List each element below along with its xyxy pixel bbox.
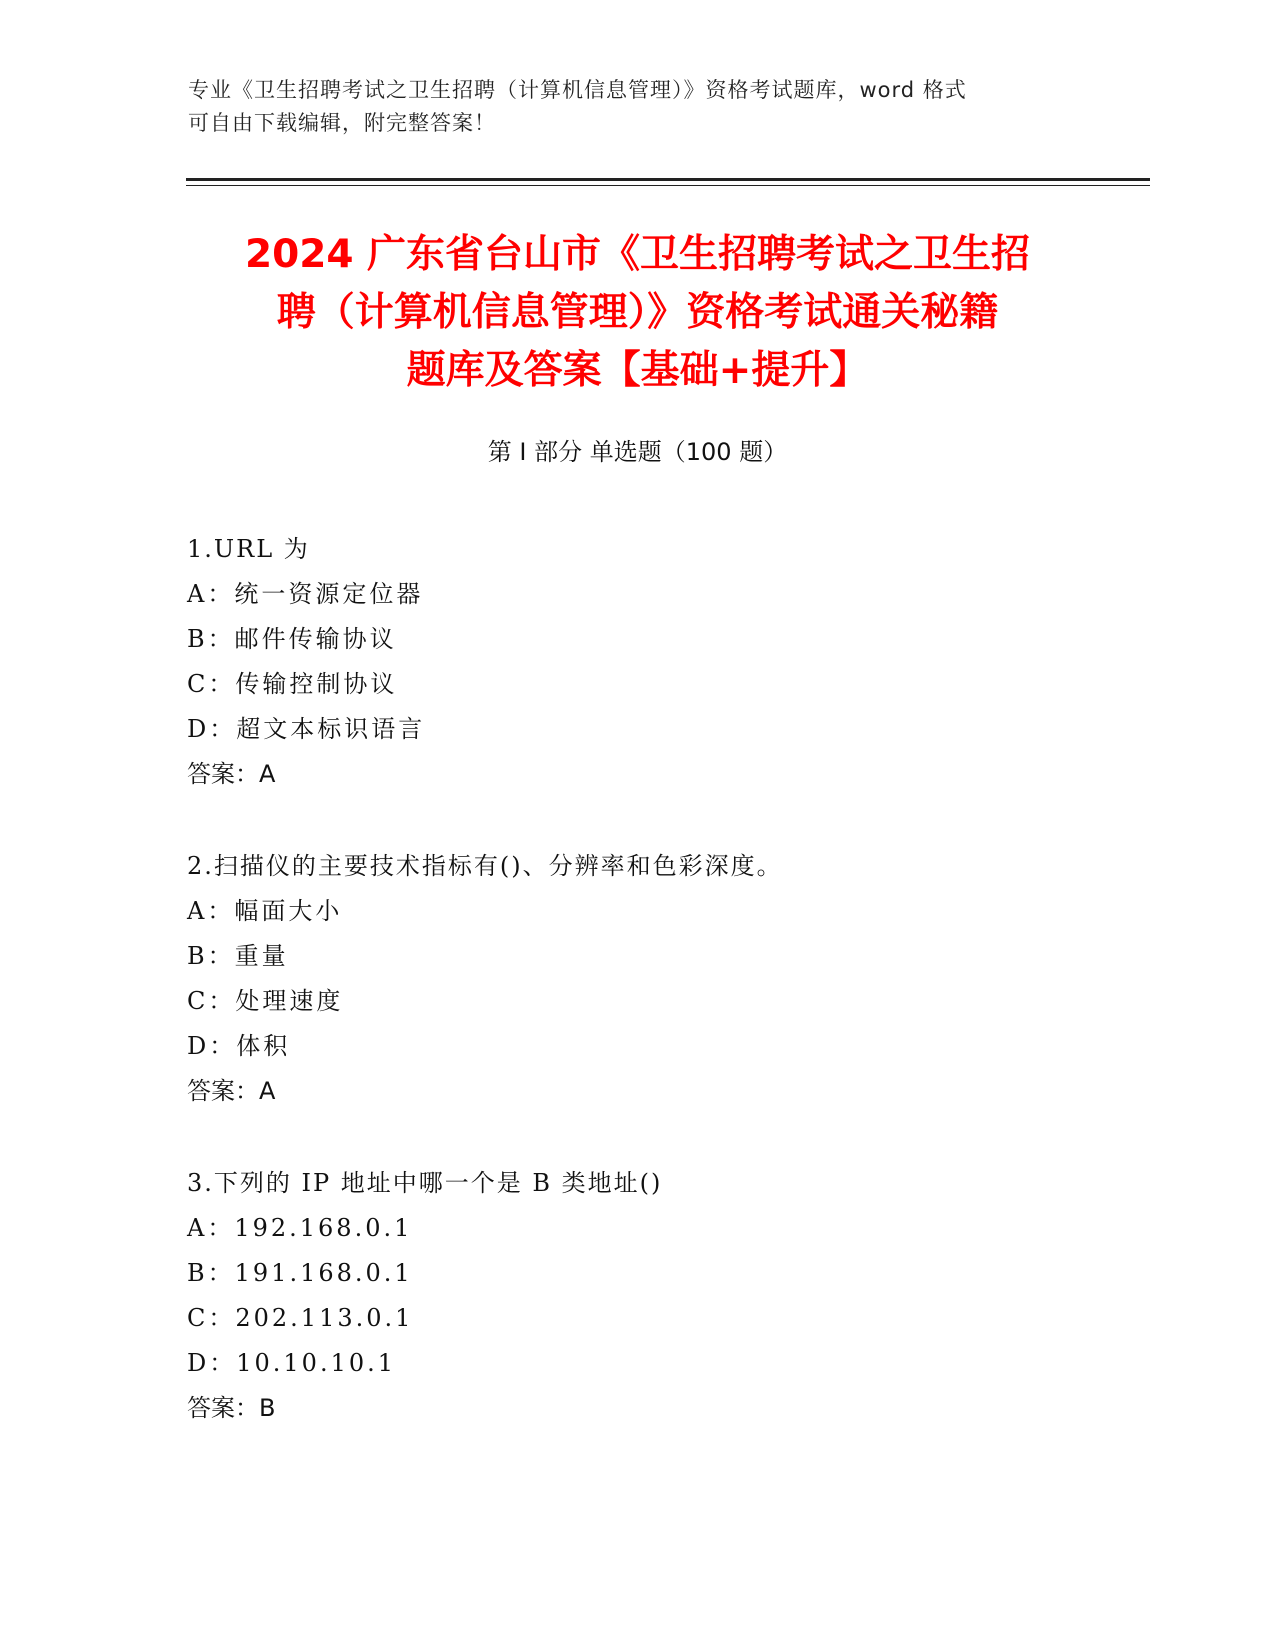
header-note-line-1: 专业《卫生招聘考试之卫生招聘（计算机信息管理）》资格考试题库，word 格式 [188, 78, 967, 102]
question-stem: 3.下列的 IP 地址中哪一个是 B 类地址() [187, 1169, 663, 1197]
option-c: C：处理速度 [187, 987, 344, 1015]
option-c: C：202.113.0.1 [187, 1304, 414, 1332]
option-b: B：邮件传输协议 [187, 625, 397, 653]
option-b: B：重量 [187, 942, 289, 970]
header-divider-thick [186, 178, 1150, 181]
title-line-3: 题库及答案【基础+提升】 [406, 348, 869, 393]
option-a: A：幅面大小 [187, 897, 343, 925]
question-stem: 2.扫描仪的主要技术指标有()、分辨率和色彩深度。 [187, 852, 783, 880]
section-heading: 第 I 部分 单选题（100 题） [487, 438, 788, 466]
option-b: B：191.168.0.1 [187, 1259, 413, 1287]
header-note-line-2: 可自由下载编辑，附完整答案！ [188, 111, 496, 135]
answer-line: 答案：A [187, 760, 276, 788]
question-list [187, 527, 1137, 1478]
option-d: D：体积 [187, 1032, 291, 1060]
title-line-1: 2024 广东省台山市《卫生招聘考试之卫生招 [244, 232, 1031, 277]
option-a: A：统一资源定位器 [187, 580, 424, 608]
question-item [187, 844, 1137, 1114]
option-d: D：超文本标识语言 [187, 715, 426, 743]
answer-line: 答案：A [187, 1077, 276, 1105]
question-item [187, 1161, 1137, 1431]
option-d: D：10.10.10.1 [187, 1349, 397, 1377]
option-a: A：192.168.0.1 [187, 1214, 413, 1242]
document-header-note [188, 74, 1088, 140]
question-stem: 1.URL 为 [187, 535, 310, 563]
option-c: C：传输控制协议 [187, 670, 398, 698]
answer-line: 答案：B [187, 1394, 276, 1422]
document-title [150, 226, 1125, 400]
question-item [187, 527, 1137, 797]
title-line-2: 聘（计算机信息管理）》资格考试通关秘籍 [276, 290, 999, 335]
header-divider-thin [186, 185, 1150, 186]
